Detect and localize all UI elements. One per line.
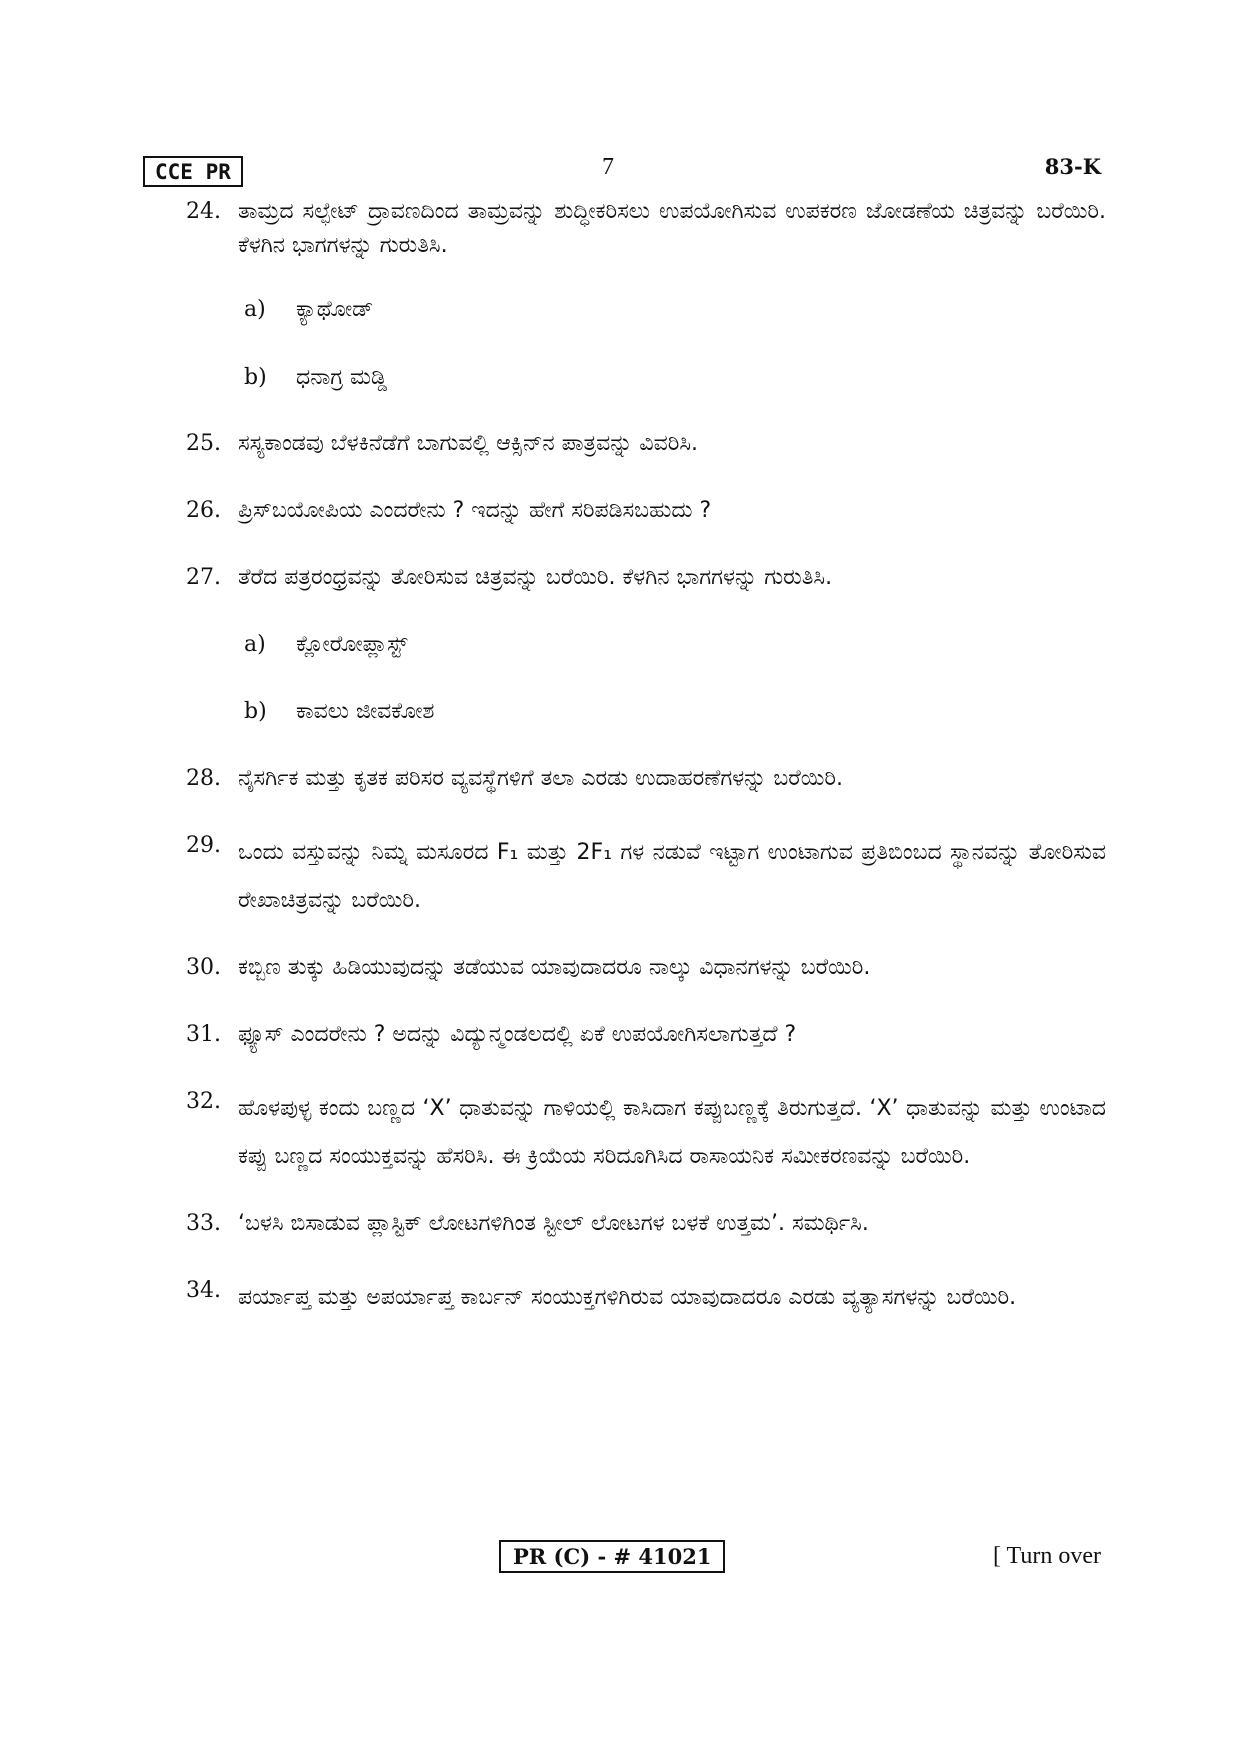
question-text: ತೆರೆದ ಪತ್ರರಂಧ್ರವನ್ನು ತೋರಿಸುವ ಚಿತ್ರವನ್ನು ಬರೆಯಿರಿ. ಕೆಳಗಿನ ಭಾಗಗಳನ್ನು ಗುರುತಿಸಿ. [238, 565, 833, 590]
question-number: 26. [186, 498, 221, 523]
option [244, 695, 1106, 729]
question-number: 24. [186, 199, 221, 224]
question-text: ಕಬ್ಬಿಣ ತುಕ್ಕು ಹಿಡಿಯುವುದನ್ನು ತಡೆಯುವ ಯಾವುದಾದರೂ ನಾಲ್ಕು ವಿಧಾನಗಳನ್ನು ಬರೆಯಿರಿ. [238, 955, 871, 980]
question-text: ಹೊಳಪುಳ್ಳ ಕಂದು ಬಣ್ಣದ ‘X’ ಧಾತುವನ್ನು ಗಾಳಿಯಲ್ಲಿ ಕಾಸಿದಾಗ ಕಪ್ಪುಬಣ್ಣಕ್ಕೆ ತಿರುಗುತ್ತದೆ. ‘X’ ಧಾತುವನ್ನು ಮತ್ತು ಉಂಟಾದ ಕಪ್ಪು ಬಣ್ಣದ ಸಂಯುಕ್ತವನ್ನು ಹೆಸರಿಸಿ. ಈ ಕ್ರಿಯೆಯ ಸರಿದೂಗಿಸಿದ ರಾಸಾಯನಿಕ ಸಮೀಕರಣವನ್ನು ಬರೆಯಿರಿ. [238, 1096, 1106, 1169]
option-label: b) [244, 365, 267, 390]
question-number: 33. [186, 1211, 221, 1236]
question-number: 25. [186, 431, 221, 456]
option-label: a) [244, 632, 266, 657]
question [186, 762, 1106, 796]
question-number: 29. [186, 833, 221, 858]
question [186, 951, 1106, 985]
question [186, 1207, 1106, 1241]
question-number: 32. [186, 1089, 221, 1114]
option-label: b) [244, 699, 267, 724]
option [244, 361, 1106, 395]
question-text: ಪ್ರಿಸ್‌ಬಯೋಪಿಯ ಎಂದರೇನು ? ಇದನ್ನು ಹೇಗೆ ಸರಿಪಡಿಸಬಹುದು ? [238, 498, 712, 523]
question-number: 27. [186, 565, 221, 590]
question [186, 427, 1106, 461]
option [244, 628, 1106, 662]
question [186, 1274, 1106, 1322]
question [186, 1085, 1106, 1181]
question [186, 829, 1106, 925]
question-number: 34. [186, 1278, 221, 1303]
question-number: 30. [186, 955, 221, 980]
question-text: ಫ್ಯೂಸ್ ಎಂದರೇನು ? ಅದನ್ನು ವಿದ್ಯುನ್ಮಂಡಲದಲ್ಲಿ ಏಕೆ ಉಪಯೋಗಿಸಲಾಗುತ್ತದೆ ? [238, 1022, 797, 1047]
question-text: ಸಸ್ಯಕಾಂಡವು ಬೆಳಕಿನೆಡೆಗೆ ಬಾಗುವಲ್ಲಿ ಆಕ್ಸಿನ್‌ನ ಪಾತ್ರವನ್ನು ವಿವರಿಸಿ. [238, 431, 699, 456]
option-text: ಕ್ಲೋರೋಪ್ಲಾಸ್ಟ್ [296, 632, 408, 657]
question [186, 1018, 1106, 1052]
page-number: 7 [602, 154, 614, 180]
question [186, 561, 1106, 595]
question-text: ‘ಬಳಸಿ ಬಿಸಾಡುವ ಪ್ಲಾಸ್ಟಿಕ್ ಲೋಟಗಳಿಗಿಂತ ಸ್ಟೀಲ್ ಲೋಟಗಳ ಬಳಕೆ ಉತ್ತಮ’. ಸಮರ್ಥಿಸಿ. [238, 1211, 869, 1236]
option-text: ಕಾವಲು ಜೀವಕೋಶ [296, 699, 435, 724]
question-text: ನೈಸರ್ಗಿಕ ಮತ್ತು ಕೃತಕ ಪರಿಸರ ವ್ಯವಸ್ಥೆಗಳಿಗೆ ತಲಾ ಎರಡು ಉದಾಹರಣೆಗಳನ್ನು ಬರೆಯಿರಿ. [238, 766, 844, 791]
option-text: ಧನಾಗ್ರ ಮಡ್ಡಿ [296, 365, 388, 390]
question [186, 195, 1106, 263]
option [244, 293, 1106, 327]
question-text: ಪರ್ಯಾಪ್ತ ಮತ್ತು ಅಪರ್ಯಾಪ್ತ ಕಾರ್ಬನ್ ಸಂಯುಕ್ತಗಳಿಗಿರುವ ಯಾವುದಾದರೂ ಎರಡು ವ್ಯತ್ಯಾಸಗಳನ್ನು ಬರೆಯಿರಿ. [238, 1285, 1017, 1310]
question-number: 28. [186, 766, 221, 791]
turn-over-label: [ Turn over [992, 1543, 1101, 1569]
question [186, 494, 1106, 528]
question-number: 31. [186, 1022, 221, 1047]
question-text: ಒಂದು ವಸ್ತುವನ್ನು ನಿಮ್ನ ಮಸೂರದ F₁ ಮತ್ತು 2F₁ ಗಳ ನಡುವೆ ಇಟ್ಟಾಗ ಉಂಟಾಗುವ ಪ್ರತಿಬಿಂಬದ ಸ್ಥಾನವನ್ನು ತೋರಿಸುವ ರೇಖಾಚಿತ್ರವನ್ನು ಬರೆಯಿರಿ. [238, 840, 1106, 913]
option-label: a) [244, 297, 266, 322]
footer-code: PR (C) - # 41021 [499, 1540, 725, 1573]
question-text: ತಾಮ್ರದ ಸಲ್ಫೇಟ್ ದ್ರಾವಣದಿಂದ ತಾಮ್ರವನ್ನು ಶುದ್ಧೀಕರಿಸಲು ಉಪಯೋಗಿಸುವ ಉಪಕರಣ ಜೋಡಣೆಯ ಚಿತ್ರವನ್ನು ಬರೆಯಿರಿ. ಕೆಳಗಿನ ಭಾಗಗಳನ್ನು ಗುರುತಿಸಿ. [238, 199, 1106, 258]
question-list [186, 195, 1106, 1322]
header-code: CCE PR [143, 156, 243, 187]
option-text: ಕ್ಯಾಥೋಡ್ [296, 297, 374, 322]
paper-code: 83-K [1044, 154, 1101, 179]
